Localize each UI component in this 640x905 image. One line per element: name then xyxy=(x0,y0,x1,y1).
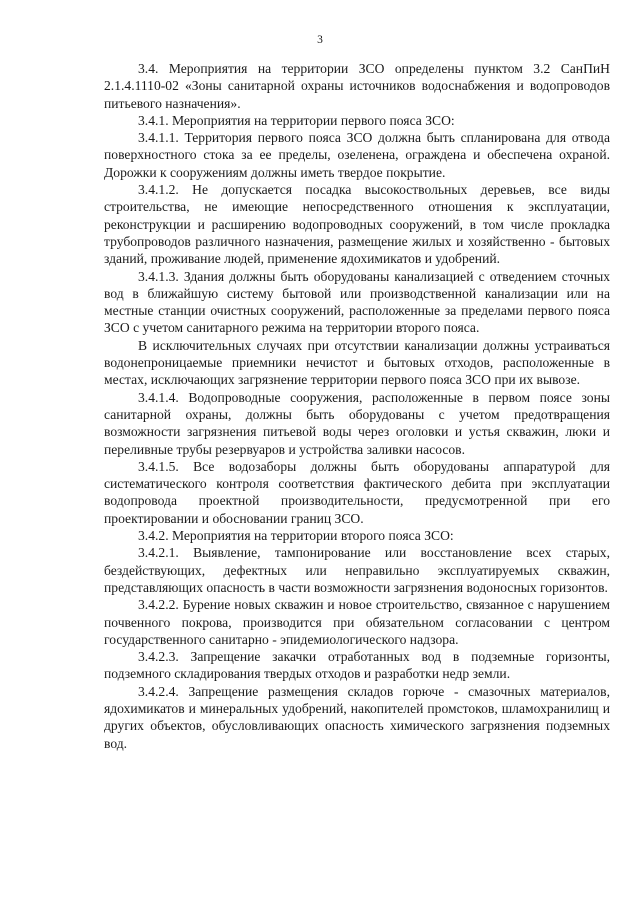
paragraph-3-4-1-4: 3.4.1.4. Водопроводные сооружения, расположенные в первом поясе зоны санитарной охраны, должны быть оборудованы с учетом предотвращения возможности загрязнения питьевой воды через оголовки и устья скважин, люки и переливные трубы резервуаров и устройства заливки насосов. xyxy=(104,389,610,457)
page-number: 3 xyxy=(317,34,323,46)
paragraph-3-4-1-1: 3.4.1.1. Территория первого пояса ЗСО должна быть спланирована для отвода поверхностного стока за ее пределы, озеленена, ограждена и обеспечена охраной. Дорожки к сооружениям должны иметь твердое покрытие. xyxy=(104,130,610,180)
paragraph-3-4-1-3: 3.4.1.3. Здания должны быть оборудованы канализацией с отведением сточных вод в ближайшую систему бытовой или производственной канализации или на местные станции очистных сооружений, расположенные за пределами первого пояса ЗСО с учетом санитарного режима на территории второго пояса. xyxy=(104,268,610,336)
paragraph-3-4-2-4: 3.4.2.4. Запрещение размещения складов горюче - смазочных материалов, ядохимикатов и минеральных удобрений, накопителей промстоков, шламохранилищ и других объектов, обусловливающих опасность химического загрязнения подземных вод. xyxy=(104,683,610,751)
paragraph-3-4: 3.4. Мероприятия на территории ЗСО определены пунктом 3.2 СанПиН 2.1.4.1110-02 «Зоны санитарной охраны источников водоснабжения и водопроводов питьевого назначения». xyxy=(104,61,610,111)
paragraph-3-4-2-3: 3.4.2.3. Запрещение закачки отработанных вод в подземные горизонты, подземного складирования твердых отходов и разработки недр земли. xyxy=(104,649,610,682)
paragraph-3-4-1-5: 3.4.1.5. Все водозаборы должны быть оборудованы аппаратурой для систематического контроля соответствия фактического дебита при эксплуатации водопровода проектной производительности, предусмотренной при его проектировании и обосновании границ ЗСО. xyxy=(104,458,610,526)
paragraph-3-4-1-2: 3.4.1.2. Не допускается посадка высокоствольных деревьев, все виды строительства, не имеющие непосредственного отношения к эксплуатации, реконструкции и расширению водопроводных сооружений, в том числе прокладка трубопроводов различного назначения, размещение жилых и хозяйственно - бытовых зданий, проживание людей, применение ядохимикатов и удобрений. xyxy=(104,182,610,267)
paragraph-3-4-2: 3.4.2. Мероприятия на территории второго пояса ЗСО: xyxy=(138,528,454,544)
paragraph-3-4-1: 3.4.1. Мероприятия на территории первого пояса ЗСО: xyxy=(138,112,455,128)
document-body xyxy=(104,60,610,752)
paragraph-3-4-2-2: 3.4.2.2. Бурение новых скважин и новое строительство, связанное с нарушением почвенного покрова, производится при обязательном согласовании с центром государственного санитарно - эпидемиологического надзора. xyxy=(104,597,610,647)
paragraph-exceptional-cases: В исключительных случаях при отсутствии канализации должны устраиваться водонепроницаемые приемники нечистот и бытовых отходов, расположенные в местах, исключающих загрязнение территории первого пояса ЗСО при их вывозе. xyxy=(104,337,610,388)
paragraph-3-4-2-1: 3.4.2.1. Выявление, тампонирование или восстановление всех старых, бездействующих, дефектных или неправильно эксплуатируемых скважин, представляющих опасность в части возможности загрязнения водоносных горизонтов. xyxy=(104,545,610,595)
